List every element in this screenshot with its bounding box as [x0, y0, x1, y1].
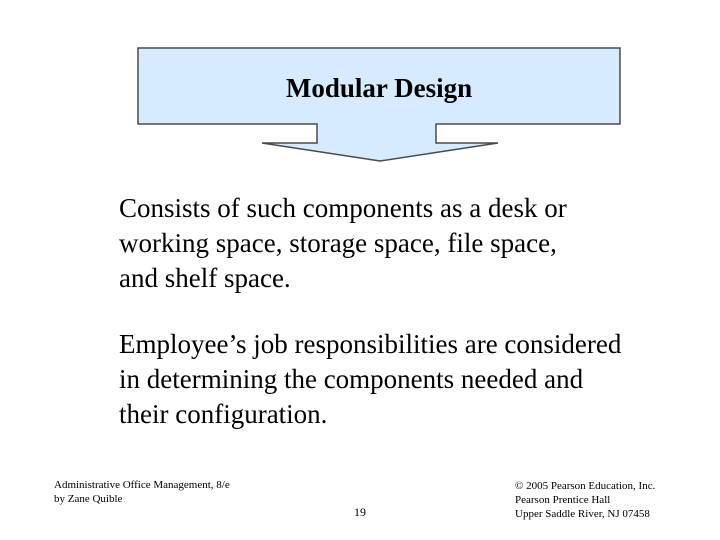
footer-publisher: Pearson Prentice Hall [515, 494, 611, 506]
body-paragraph-1 [119, 191, 699, 296]
footer-book-title: Administrative Office Management, 8/e [54, 479, 230, 491]
body-line: Employee’s job responsibilities are considered [119, 329, 622, 359]
slide-title: Modular Design [285, 72, 473, 103]
body-line: Consists of such components as a desk or [119, 193, 567, 223]
footer-address: Upper Saddle River, NJ 07458 [515, 508, 650, 520]
body-line: and shelf space. [119, 263, 291, 293]
body-line: their configuration. [119, 399, 328, 429]
body-paragraph-2 [119, 327, 699, 432]
body-line: in determining the components needed and [119, 364, 584, 394]
footer-author: by Zane Quible [54, 493, 123, 505]
body-line: working space, storage space, file space, [119, 228, 557, 258]
footer-book-credit [54, 478, 274, 506]
footer-copyright [515, 479, 715, 521]
footer-copyright-line: © 2005 Pearson Education, Inc. [515, 480, 656, 492]
page-number: 19 [354, 505, 366, 519]
